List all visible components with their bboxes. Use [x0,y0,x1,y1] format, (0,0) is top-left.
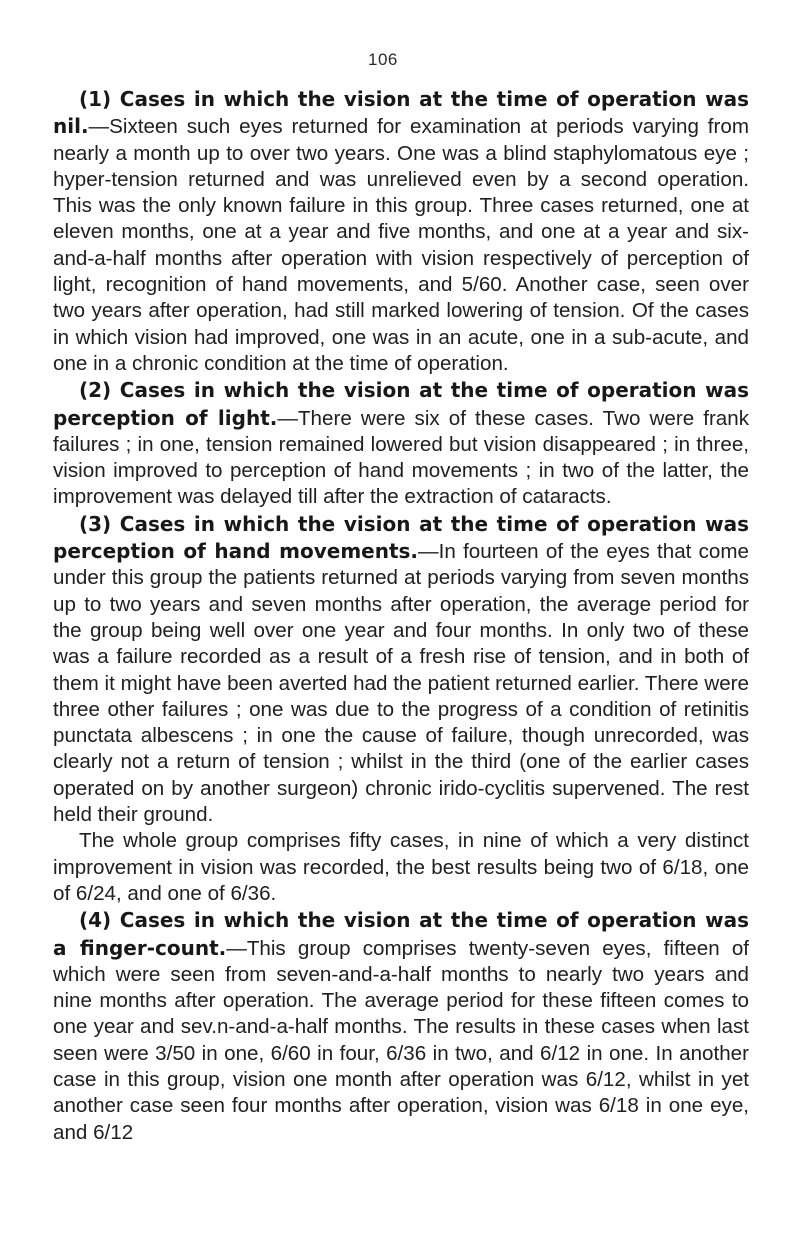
section-heading: (4) Cases in which the vision at the time of operation was a finger-count. [53,908,749,960]
paragraph-body: —Sixteen such eyes returned for examination at periods varying from nearly a month up to over two years. One was a blind staphylomatous eye ; hyper-tension returned and was unrelieved even by a second operation. This was the only known failure in this group. Three cases returned, one at eleven months, one at a year and five months, and one at a year and six-and-a-half months after operation with vision respectively of perception of light, recognition of hand movements, and 5/60. Another case, seen over two years after operation, had still marked lowering of tension. Of the cases in which vision had improved, one was in an acute, one in a sub-acute, and one in a chronic condition at the time of operation. [53,115,749,375]
paragraph-body: —In fourteen of the eyes that come under this group the patients returned at periods varying from seven months up to two years and seven months after operation, the average period for the group being well over one year and four months. In only two of these was a failure recorded as a result of a fresh rise of tension, and in both of them it might have been averted had the patient returned earlier. There were three other failures ; one was due to the progress of a condition of retinitis punctata albescens ; in one the cause of failure, though unrecorded, was clearly not a return of tension ; whilst in the third (one of the earlier cases operated on by another surgeon) chronic irido-cyclitis supervened. The rest held their ground. [53,540,749,827]
section-heading: (2) Cases in which the vision at the time of operation was perception of light. [53,378,749,430]
paragraph-finger-count [53,907,749,1146]
paragraph-hand-movements [53,511,749,829]
body-text [53,86,749,1146]
page-number: 106 [368,50,398,69]
paragraph-group-summary [53,828,749,907]
paragraph-vision-nil [53,86,749,377]
paragraph-body: —There were six of these cases. Two were frank failures ; in one, tension remained lowered but vision disappeared ; in three, vision improved to perception of hand movements ; in two of the latter, the improvement was delayed till after the extraction of cataracts. [53,406,750,509]
paragraph-body: —This group comprises twenty-seven eyes, fifteen of which were seen from seven-and-a-half months to nearly two years and nine months after operation. The average period for these fifteen comes to one year and sev.n-and-a-half months. The results in these cases when last seen were 3/50 in one, 6/60 in four, 6/36 in two, and 6/12 in one. In another case in this group, vision one month after operation was 6/12, whilst in yet another case seen four months after operation, vision was 6/18 in one eye, and 6/12 [53,936,749,1144]
paragraph-perception-of-light [53,377,749,510]
paragraph-body: The whole group comprises fifty cases, in nine of which a very distinct improvement in vision was recorded, the best results being two of 6/18, one of 6/24, and one of 6/36. [53,829,749,905]
section-heading: (3) Cases in which the vision at the time of operation was perception of hand movements. [53,511,749,564]
section-heading: (1) Cases in which the vision at the time of operation was nil. [53,87,749,139]
